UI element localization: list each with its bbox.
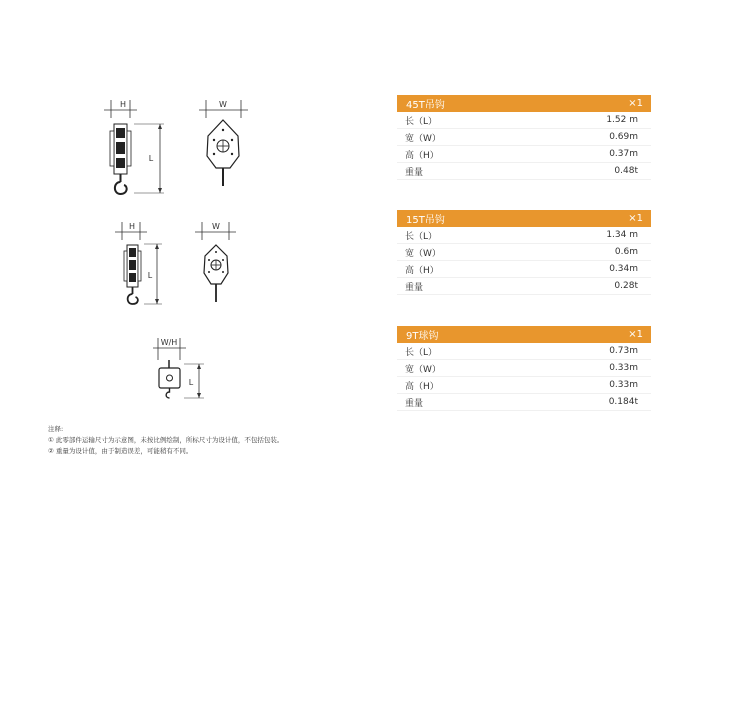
dim-label-l: L bbox=[147, 271, 153, 280]
dim-label-wh: W/H bbox=[160, 338, 178, 347]
spec-row-weight bbox=[397, 394, 651, 411]
hook-15t-side-drawing bbox=[110, 218, 180, 308]
spec-title: 45T吊钩 bbox=[406, 100, 445, 111]
note-line-1: ① 此零部件运输尺寸为示意图，未按比例绘制，所标尺寸为设计值，不包括包装。 bbox=[48, 436, 284, 444]
spec-table-45t-hook bbox=[397, 95, 651, 180]
spec-label: 高（H） bbox=[405, 150, 439, 161]
spec-header bbox=[397, 326, 651, 343]
spec-qty: ×1 bbox=[628, 98, 643, 109]
spec-value: 0.184t bbox=[608, 397, 638, 407]
spec-qty: ×1 bbox=[628, 213, 643, 224]
spec-value: 0.69m bbox=[609, 132, 638, 142]
spec-label: 长（L） bbox=[405, 231, 438, 242]
spec-title: 15T吊钩 bbox=[406, 215, 445, 226]
spec-row-height bbox=[397, 377, 651, 394]
spec-label: 重量 bbox=[405, 398, 424, 409]
spec-label: 宽（W） bbox=[405, 248, 441, 259]
spec-qty: ×1 bbox=[628, 329, 643, 340]
dim-label-l: L bbox=[148, 154, 154, 163]
note-line-2: ② 重量为设计值，由于制造误差，可能稍有不同。 bbox=[48, 447, 193, 455]
hook-45t-front-drawing bbox=[190, 96, 260, 206]
dim-label-h: H bbox=[119, 100, 127, 109]
spec-row-weight bbox=[397, 278, 651, 295]
spec-value: 0.33m bbox=[609, 380, 638, 390]
spec-row-width bbox=[397, 360, 651, 377]
dim-label-w: W bbox=[212, 222, 220, 231]
spec-table-15t-hook bbox=[397, 210, 651, 295]
spec-label: 重量 bbox=[405, 167, 424, 178]
spec-header bbox=[397, 210, 651, 227]
spec-label: 长（L） bbox=[405, 116, 438, 127]
spec-row-height bbox=[397, 261, 651, 278]
notes-title: 注释: bbox=[48, 425, 64, 433]
spec-table-9t-ball-hook bbox=[397, 326, 651, 411]
spec-row-length bbox=[397, 112, 651, 129]
ball-hook-9t-drawing bbox=[150, 334, 220, 404]
dim-label-w: W bbox=[219, 100, 227, 109]
spec-label: 高（H） bbox=[405, 265, 439, 276]
spec-label: 宽（W） bbox=[405, 133, 441, 144]
notes bbox=[48, 424, 283, 457]
spec-label: 重量 bbox=[405, 282, 424, 293]
spec-value: 0.6m bbox=[614, 247, 638, 257]
spec-row-length bbox=[397, 343, 651, 360]
spec-row-width bbox=[397, 129, 651, 146]
spec-value: 0.73m bbox=[609, 346, 638, 356]
spec-row-weight bbox=[397, 163, 651, 180]
spec-value: 0.37m bbox=[609, 149, 638, 159]
spec-title: 9T球钩 bbox=[406, 331, 439, 342]
spec-value: 0.48t bbox=[614, 166, 638, 176]
spec-value: 0.33m bbox=[609, 363, 638, 373]
spec-value: 0.28t bbox=[614, 281, 638, 291]
spec-row-height bbox=[397, 146, 651, 163]
spec-row-width bbox=[397, 244, 651, 261]
spec-label: 高（H） bbox=[405, 381, 439, 392]
spec-value: 1.34 m bbox=[606, 230, 638, 240]
spec-value: 0.34m bbox=[609, 264, 638, 274]
dim-label-l: L bbox=[188, 378, 194, 387]
spec-label: 宽（W） bbox=[405, 364, 441, 375]
hook-45t-side-drawing bbox=[100, 96, 180, 206]
dim-label-h: H bbox=[128, 222, 136, 231]
spec-label: 长（L） bbox=[405, 347, 438, 358]
spec-row-length bbox=[397, 227, 651, 244]
hook-15t-front-drawing bbox=[190, 218, 260, 308]
spec-header bbox=[397, 95, 651, 112]
spec-value: 1.52 m bbox=[606, 115, 638, 125]
